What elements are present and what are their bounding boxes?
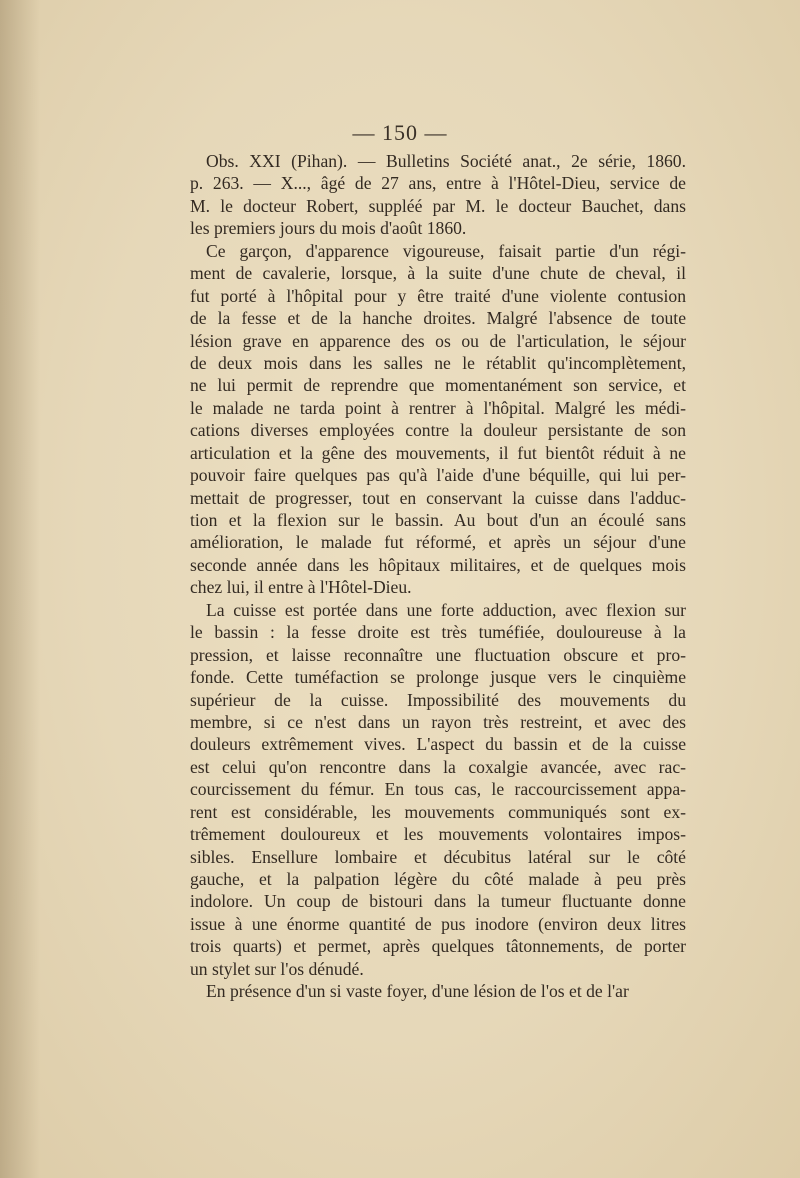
text-line: M. le docteur Robert, suppléé par M. le docteur Bauchet, dans bbox=[190, 195, 686, 216]
text-line: courcissement du fémur. En tous cas, le raccourcissement appa- bbox=[190, 779, 686, 800]
text-line: pouvoir faire quelques pas qu'à l'aide d'une béquille, qui lui per- bbox=[190, 465, 686, 486]
text-line: La cuisse est portée dans une forte adduction, avec flexion sur bbox=[206, 599, 686, 620]
text-line: En présence d'un si vaste foyer, d'une lésion de l'os et de l'ar bbox=[206, 981, 629, 1002]
text-line: trois quarts) et permet, après quelques tâtonnements, de porter bbox=[190, 936, 686, 957]
text-line: ne lui permit de reprendre que momentanément son service, et bbox=[190, 375, 686, 396]
text-line: seconde année dans les hôpitaux militaires, et de quelques mois bbox=[190, 554, 686, 575]
text-line: rent est considérable, les mouvements communiqués sont ex- bbox=[190, 801, 686, 822]
text-line: sibles. Ensellure lombaire et décubitus latéral sur le côté bbox=[190, 846, 686, 867]
text-line: gauche, et la palpation légère du côté malade à peu près bbox=[190, 869, 686, 889]
text-line: trêmement douloureux et les mouvements volontaires impos- bbox=[190, 824, 686, 845]
text-line: fonde. Cette tuméfaction se prolonge jusque vers le cinquième bbox=[190, 667, 686, 688]
text-line: est celui qu'on rencontre dans la coxalgie avancée, avec rac- bbox=[190, 756, 686, 777]
text-line: de deux mois dans les salles ne le rétablit qu'incomplètement, bbox=[190, 352, 686, 373]
text-line: supérieur de la cuisse. Impossibilité des mouvements du bbox=[190, 689, 686, 710]
text-line: articulation et la gêne des mouvements, il fut bientôt réduit à ne bbox=[190, 442, 686, 463]
text-line: les premiers jours du mois d'août 1860. bbox=[190, 218, 467, 239]
text-line: chez lui, il entre à l'Hôtel-Dieu. bbox=[190, 577, 412, 598]
text-line: membre, si ce n'est dans un rayon très restreint, et avec des bbox=[190, 711, 686, 732]
text-line: fut porté à l'hôpital pour y être traité d'une violente contusion bbox=[190, 285, 686, 306]
body-text bbox=[190, 150, 686, 1003]
text-line: Ce garçon, d'apparence vigoureuse, faisait partie d'un régi- bbox=[206, 240, 686, 261]
text-line: lésion grave en apparence des os ou de l'articulation, le séjour bbox=[190, 330, 686, 351]
text-line: Obs. XXI (Pihan). — Bulletins Société anat., 2e série, 1860. bbox=[206, 151, 686, 171]
page-number: — 150 — bbox=[352, 120, 448, 145]
text-line: le malade ne tarda point à rentrer à l'hôpital. Malgré les médi- bbox=[190, 397, 686, 418]
text-line: amélioration, le malade fut réformé, et après un séjour d'une bbox=[190, 532, 686, 553]
text-line: ment de cavalerie, lorsque, à la suite d'une chute de cheval, il bbox=[190, 263, 686, 284]
text-line: de la fesse et de la hanche droites. Malgré l'absence de toute bbox=[190, 308, 686, 329]
text-line: douleurs extrêmement vives. L'aspect du bassin et de la cuisse bbox=[190, 734, 686, 755]
text-line: un stylet sur l'os dénudé. bbox=[190, 958, 364, 979]
binding-gutter-shadow bbox=[0, 0, 40, 1178]
text-line: p. 263. — X..., âgé de 27 ans, entre à l'Hôtel-Dieu, service de bbox=[190, 173, 686, 194]
text-line: le bassin : la fesse droite est très tuméfiée, douloureuse à la bbox=[190, 622, 686, 643]
text-line: tion et la flexion sur le bassin. Au bout d'un an écoulé sans bbox=[190, 510, 686, 530]
text-line: indolore. Un coup de bistouri dans la tumeur fluctuante donne bbox=[190, 891, 686, 912]
text-line: mettait de progresser, tout en conservant la cuisse dans l'adduc- bbox=[190, 487, 686, 508]
text-line: cations diverses employées contre la douleur persistante de son bbox=[190, 420, 686, 441]
text-line: issue à une énorme quantité de pus inodore (environ deux litres bbox=[190, 913, 686, 934]
text-line: pression, et laisse reconnaître une fluctuation obscure et pro- bbox=[190, 644, 686, 665]
